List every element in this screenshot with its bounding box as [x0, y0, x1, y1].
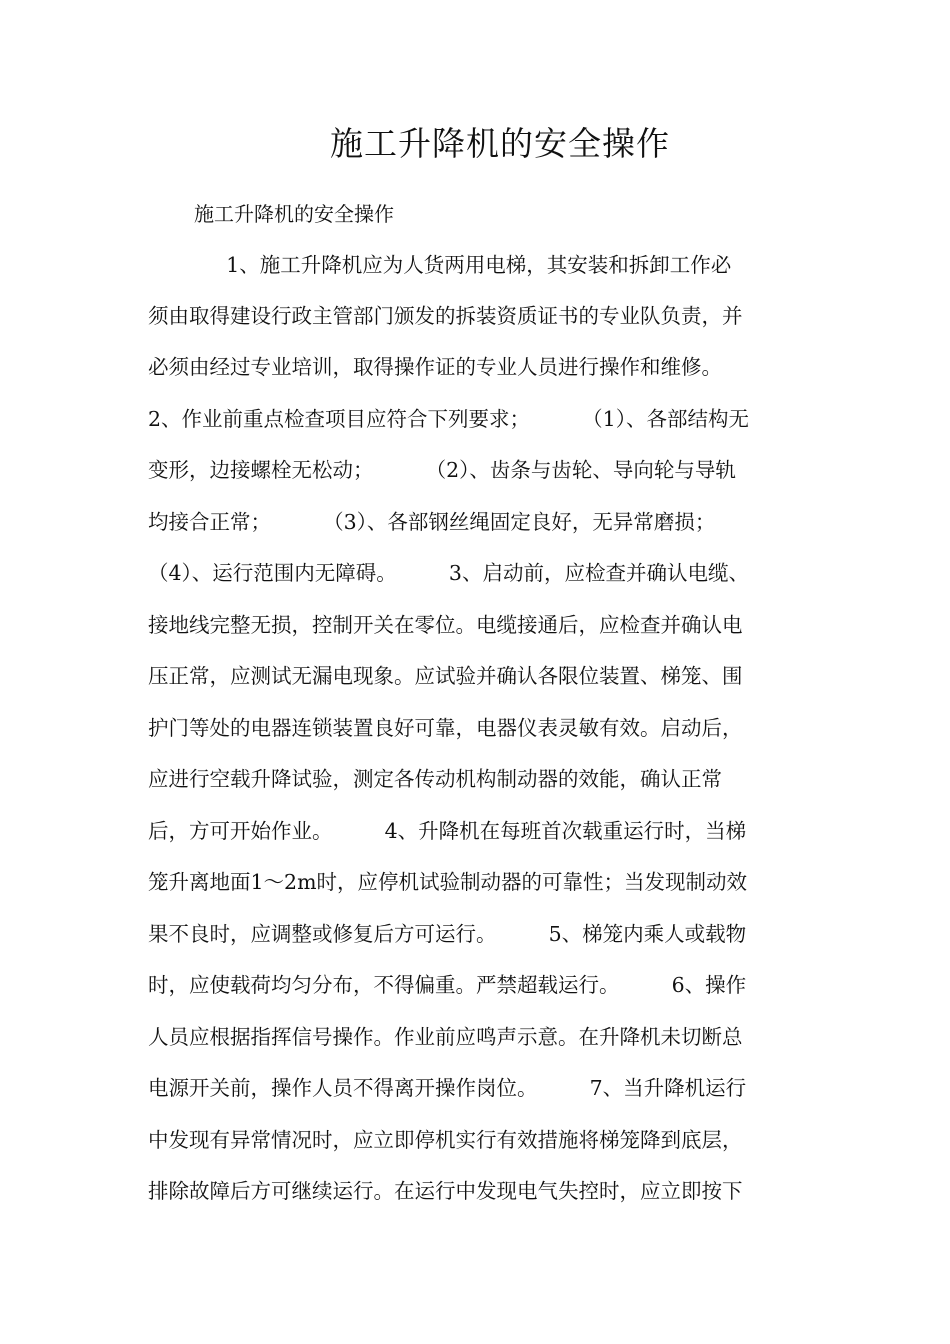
body-line: （4）、运行范围内无障碍。 3、启动前，应检查并确认电缆、: [148, 561, 749, 585]
body-line: 中发现有异常情况时，应立即停机实行有效措施将梯笼降到底层，: [148, 1128, 743, 1152]
body-line: 必须由经过专业培训，取得操作证的专业人员进行操作和维修。: [148, 355, 722, 379]
body-line: 1、施工升降机应为人货两用电梯，其安装和拆卸工作必: [148, 253, 732, 277]
section-subtitle: 施工升降机的安全操作: [194, 202, 394, 226]
page-title: 施工升降机的安全操作: [330, 124, 670, 163]
body-line: 应进行空载升降试验，测定各传动机构制动器的效能，确认正常: [148, 767, 722, 791]
body-line: 接地线完整无损，控制开关在零位。电缆接通后，应检查并确认电: [148, 613, 743, 637]
body-line: 电源开关前，操作人员不得离开操作岗位。 7、当升降机运行: [148, 1076, 747, 1100]
body-line: 时，应使载荷均匀分布，不得偏重。严禁超载运行。 6、操作: [148, 973, 747, 997]
body-line: 压正常，应测试无漏电现象。应试验并确认各限位装置、梯笼、围: [148, 664, 743, 688]
body-line: 均接合正常； （3）、各部钢丝绳固定良好，无异常磨损；: [148, 510, 716, 534]
body-line: 须由取得建设行政主管部门颁发的拆装资质证书的专业队负责，并: [148, 304, 743, 328]
body-line: 后，方可开始作业。 4、升降机在每班首次载重运行时，当梯: [148, 819, 747, 843]
body-line: 护门等处的电器连锁装置良好可靠，电器仪表灵敏有效。启动后，: [148, 716, 743, 740]
body-line: 人员应根据指挥信号操作。作业前应鸣声示意。在升降机未切断总: [148, 1025, 743, 1049]
body-line: 果不良时，应调整或修复后方可运行。 5、梯笼内乘人或载物: [148, 922, 747, 946]
body-line: 排除故障后方可继续运行。在运行中发现电气失控时，应立即按下: [148, 1179, 743, 1203]
body-line: 变形，边接螺栓无松动； （2）、齿条与齿轮、导向轮与导轨: [148, 458, 736, 482]
body-line: 笼升离地面1～2m时，应停机试验制动器的可靠性；当发现制动效: [148, 870, 748, 894]
body-line: 2、作业前重点检查项目应符合下列要求； （1）、各部结构无: [148, 407, 749, 431]
